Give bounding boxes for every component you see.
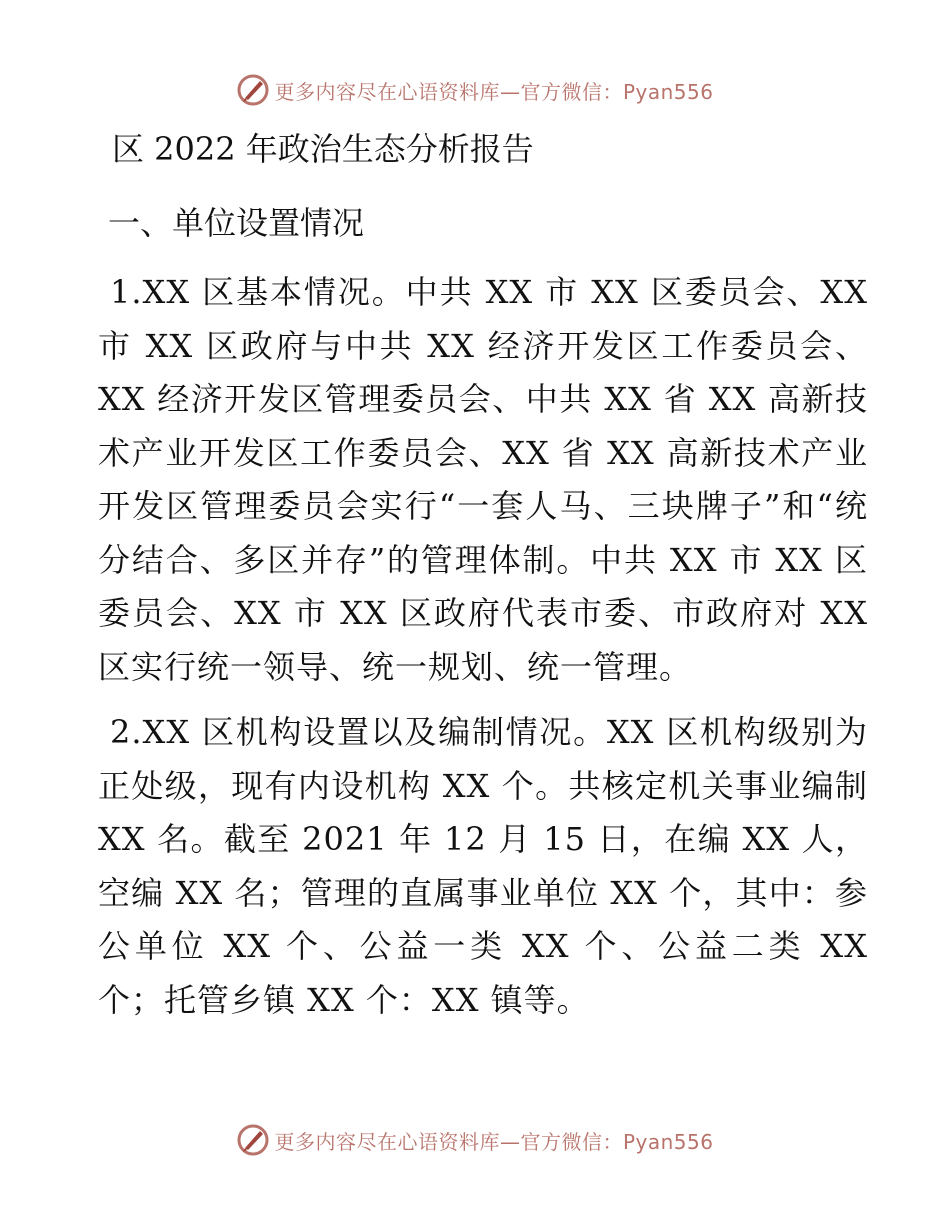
document-body <box>98 118 868 1039</box>
quill-pen-seal-icon <box>236 1123 270 1157</box>
watermark-text: 更多内容尽在心语资料库—官方微信：Pyan556 <box>274 1129 714 1154</box>
section-heading: 一、单位设置情况 <box>108 204 365 242</box>
watermark-text: 更多内容尽在心语资料库—官方微信：Pyan556 <box>274 79 714 104</box>
footer-watermark <box>0 1120 950 1160</box>
header-watermark <box>0 70 950 110</box>
document-title: 区 2022 年政治生态分析报告 <box>112 130 534 168</box>
paragraph-organization: 2.XX 区机构设置以及编制情况。XX 区机构级别为正处级，现有内设机构 XX 个。共核定机关事业编制 XX 名。截至 2021 年 12 月 15 日，在编 XX 人，空编 XX 名；管理的直属事业单位 XX 个，其中：参公单位 XX 个、公益一类 XX 个、公益二类 XX 个；托管乡镇 XX 个：XX 镇等。 <box>98 713 868 1019</box>
quill-pen-seal-icon <box>236 73 270 107</box>
paragraph-basic-info: 1.XX 区基本情况。中共 XX 市 XX 区委员会、XX 市 XX 区政府与中共 XX 经济开发区工作委员会、XX 经济开发区管理委员会、中共 XX 省 XX 高新技术产业开发区工作委员会、XX 省 XX 高新技术产业开发区管理委员会实行“一套人马、三块牌子”和“统分结合、多区并存”的管理体制。中共 XX 市 XX 区委员会、XX 市 XX 区政府代表市委、市政府对 XX 区实行统一领导、统一规划、统一管理。 <box>98 273 868 686</box>
